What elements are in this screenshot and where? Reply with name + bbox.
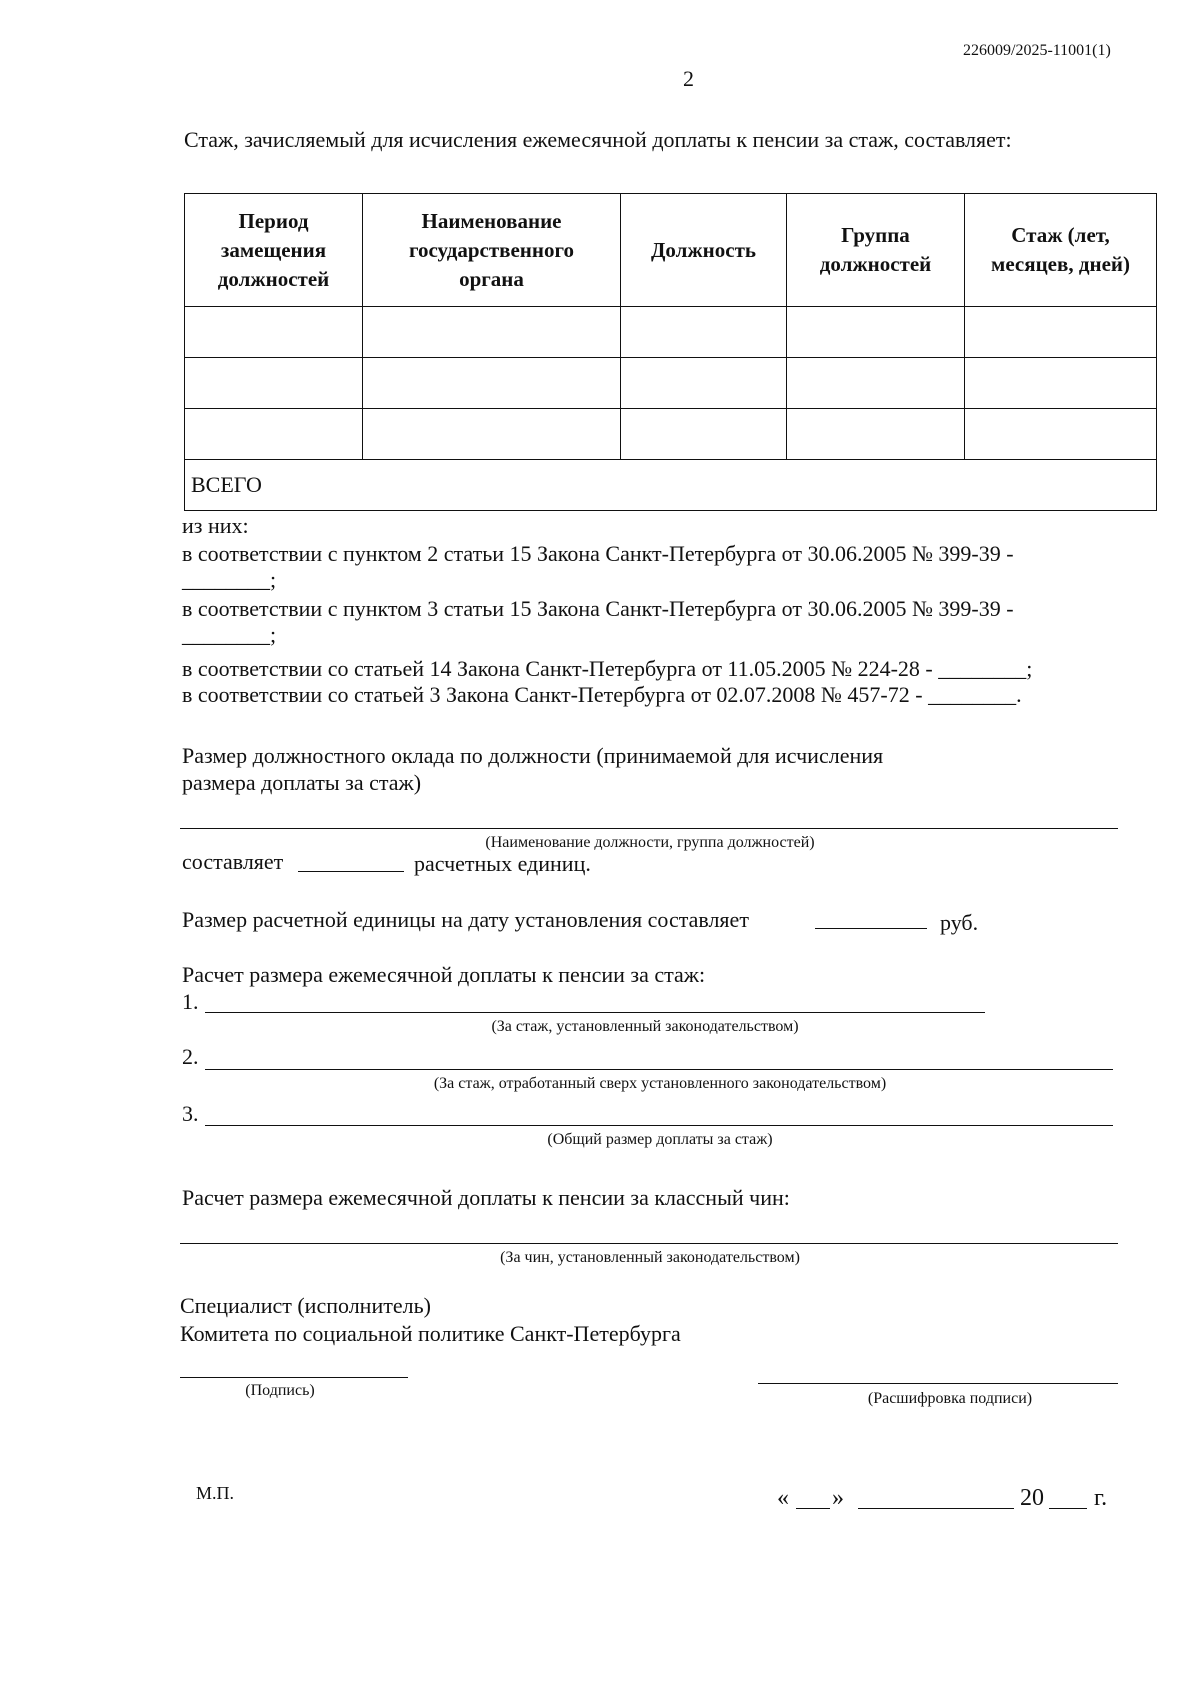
salary-position-caption: (Наименование должности, группа должностей) xyxy=(485,834,815,851)
unit-amount-field[interactable] xyxy=(815,928,927,929)
calc-item-1-field[interactable] xyxy=(205,1012,985,1013)
breakdown-item-1: в соответствии с пунктом 2 статьи 15 Закона Санкт-Петербурга от 30.06.2005 № 399-39 - xyxy=(182,541,1014,566)
breakdown-lead: из них: xyxy=(182,513,249,538)
salary-position-field[interactable] xyxy=(180,828,1118,829)
table-cell[interactable] xyxy=(363,307,621,358)
breakdown-item-4: в соответствии со статьей 3 Закона Санкт-Петербурга от 02.07.2008 № 457-72 - ________. xyxy=(182,682,1022,707)
salary-text-1: Размер должностного оклада по должности (принимаемой для исчисления xyxy=(182,743,884,768)
table-cell[interactable] xyxy=(965,358,1157,409)
salary-amount-field[interactable] xyxy=(298,871,404,872)
date-year-prefix: 20 xyxy=(1020,1485,1044,1511)
calc-item-3-number: 3. xyxy=(182,1101,199,1126)
salary-text-2: размера доплаты за стаж) xyxy=(182,770,422,795)
date-day-field[interactable] xyxy=(796,1508,830,1509)
table-cell[interactable] xyxy=(965,409,1157,460)
header-group: Группа должностей xyxy=(787,194,965,307)
table-header-row xyxy=(185,194,1157,307)
signer-role-2: Комитета по социальной политике Санкт-Петербурга xyxy=(180,1321,681,1346)
date-month-field[interactable] xyxy=(858,1508,1014,1509)
stamp-label: М.П. xyxy=(196,1483,235,1503)
header-organ: Наименование государственного органа xyxy=(363,194,621,307)
breakdown-item-3: в соответствии со статьей 14 Закона Санкт-Петербурга от 11.05.2005 № 224-28 - ________; xyxy=(182,656,1033,681)
date-open-quote: « xyxy=(777,1485,789,1511)
intro-text: Стаж, зачисляемый для исчисления ежемесячной доплаты к пенсии за стаж, составляет: xyxy=(184,127,1012,152)
calc-item-2-field[interactable] xyxy=(205,1069,1113,1070)
calc-item-1-caption: (За стаж, установленный законодательством) xyxy=(491,1018,799,1035)
page-number: 2 xyxy=(683,66,694,91)
table-cell[interactable] xyxy=(787,409,965,460)
table-row xyxy=(185,358,1157,409)
date-year-field[interactable] xyxy=(1049,1508,1087,1509)
table-cell[interactable] xyxy=(185,409,363,460)
date-close-quote: » xyxy=(832,1485,844,1511)
table-cell[interactable] xyxy=(621,358,787,409)
calc-rank-field[interactable] xyxy=(180,1243,1118,1244)
header-period: Период замещения должностей xyxy=(185,194,363,307)
table-cell[interactable] xyxy=(185,307,363,358)
salary-amount-suffix: расчетных единиц. xyxy=(414,851,591,876)
table-cell[interactable] xyxy=(621,307,787,358)
calc-rank-title: Расчет размера ежемесячной доплаты к пенсии за классный чин: xyxy=(182,1185,790,1210)
breakdown-item-2: в соответствии с пунктом 3 статьи 15 Закона Санкт-Петербурга от 30.06.2005 № 399-39 - xyxy=(182,596,1014,621)
table-cell[interactable] xyxy=(363,409,621,460)
calc-rank-caption: (За чин, установленный законодательством) xyxy=(500,1249,800,1266)
signature-field[interactable] xyxy=(180,1377,408,1378)
header-position: Должность xyxy=(621,194,787,307)
salary-amount-prefix: составляет xyxy=(182,849,284,874)
table-cell[interactable] xyxy=(787,307,965,358)
breakdown-item-1-blank[interactable]: ________; xyxy=(182,567,277,592)
table-cell[interactable] xyxy=(965,307,1157,358)
header-staz: Стаж (лет, месяцев, дней) xyxy=(965,194,1157,307)
table-cell[interactable] xyxy=(363,358,621,409)
total-label: ВСЕГО xyxy=(191,472,262,497)
date-year-suffix: г. xyxy=(1094,1485,1108,1511)
signer-role-1: Специалист (исполнитель) xyxy=(180,1293,431,1318)
breakdown-item-2-blank[interactable]: ________; xyxy=(182,622,277,647)
total-cell xyxy=(185,460,1157,511)
unit-currency: руб. xyxy=(940,910,979,935)
table-cell[interactable] xyxy=(621,409,787,460)
calc-item-3-caption: (Общий размер доплаты за стаж) xyxy=(547,1131,773,1148)
table-cell[interactable] xyxy=(185,358,363,409)
signature-decode-field[interactable] xyxy=(758,1383,1118,1384)
staz-table xyxy=(184,193,1157,511)
unit-text: Размер расчетной единицы на дату установления составляет xyxy=(182,907,749,932)
calc-item-2-caption: (За стаж, отработанный сверх установленного законодательством) xyxy=(433,1075,887,1092)
table-cell[interactable] xyxy=(787,358,965,409)
signature-decode-caption: (Расшифровка подписи) xyxy=(867,1390,1033,1407)
signature-caption: (Подпись) xyxy=(245,1382,315,1399)
table-row xyxy=(185,409,1157,460)
calc-item-3-field[interactable] xyxy=(205,1125,1113,1126)
table-total-row xyxy=(185,460,1157,511)
calc-item-1-number: 1. xyxy=(182,989,199,1014)
table-row xyxy=(185,307,1157,358)
document-number: 226009/2025-11001(1) xyxy=(963,42,1111,59)
calc-staz-title: Расчет размера ежемесячной доплаты к пенсии за стаж: xyxy=(182,962,706,987)
calc-item-2-number: 2. xyxy=(182,1044,199,1069)
